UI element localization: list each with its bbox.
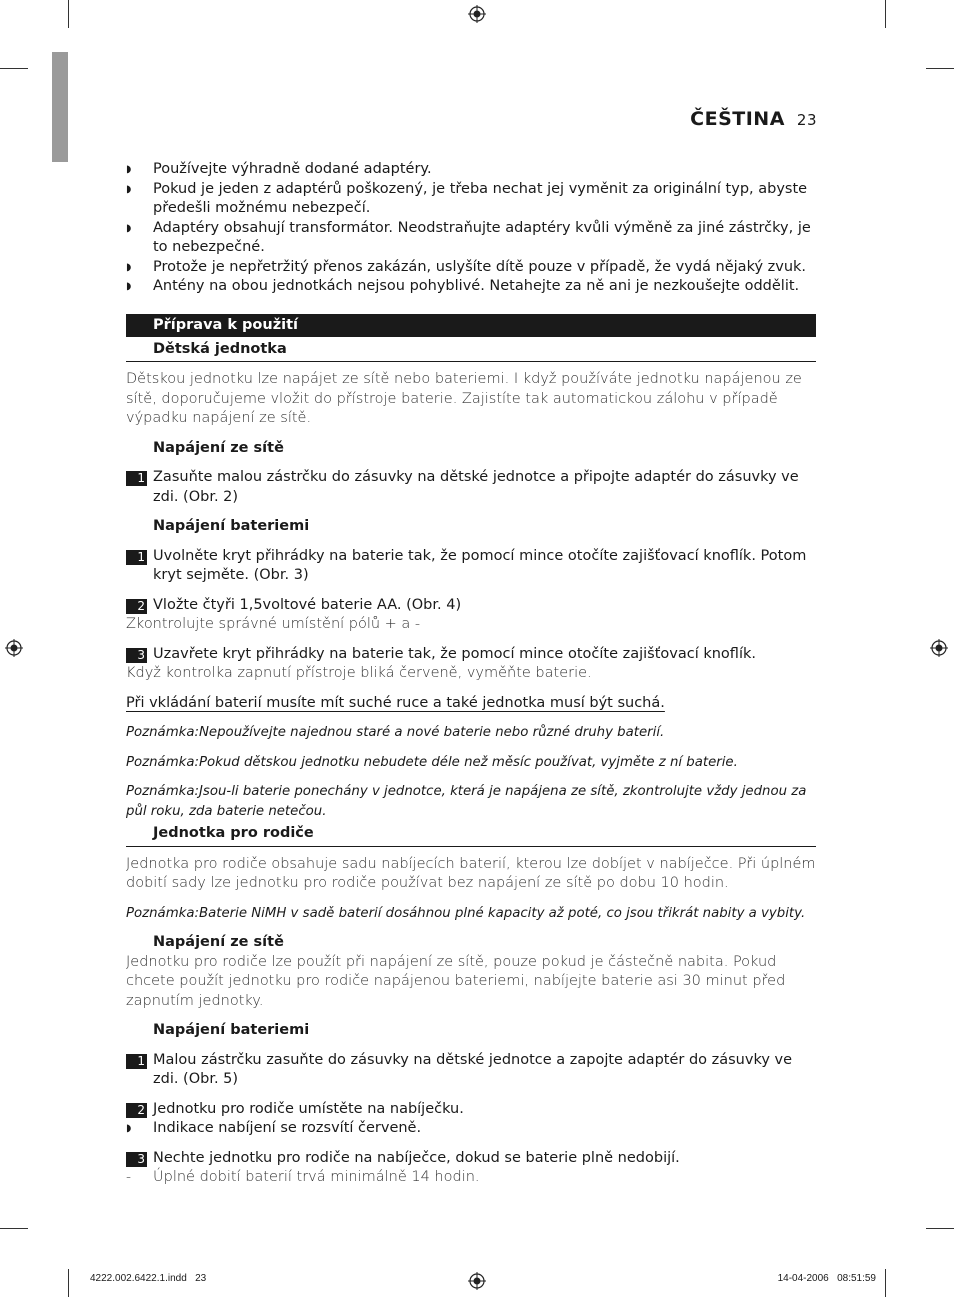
note-text: Poznámka:Pokud dětskou jednotku nebudete déle než měsíc používat, vyjměte z ní baterie. bbox=[126, 754, 738, 770]
page-content bbox=[126, 160, 816, 1188]
list-item: ◗ Pokud je jeden z adaptérů poškozený, je třeba nechat jej vyměnit za originální typ, abyste předešli možnému nebezpečí. bbox=[126, 180, 808, 216]
crop-mark bbox=[885, 0, 886, 28]
step-note: Když kontrolka zapnutí přístroje bliká červeně, vyměňte baterie. bbox=[126, 665, 592, 681]
step-number: 2 bbox=[126, 599, 147, 614]
note-text: Poznámka:Jsou-li baterie ponechány v jednotce, která je napájena ze sítě, zkontrolujte vždy jednou za půl roku, zda baterie netečou. bbox=[126, 784, 807, 819]
step-number: 1 bbox=[126, 471, 147, 486]
parent-mains-heading: Napájení ze sítě bbox=[153, 934, 284, 950]
crop-mark bbox=[0, 1228, 28, 1229]
parent-battery-heading: Napájení bateriemi bbox=[153, 1022, 310, 1038]
step-number: 1 bbox=[126, 550, 147, 565]
list-item: ◗ Antény na obou jednotkách nejsou pohyblivé. Netahejte za ně ani je nezkoušejte oddělit. bbox=[126, 277, 816, 297]
step-item: 3 Nechte jednotku pro rodiče na nabíječce, dokud se baterie plně nedobijí. bbox=[126, 1149, 816, 1169]
crop-mark bbox=[0, 68, 28, 69]
bullet-wedge-icon: ◗ bbox=[126, 1123, 132, 1134]
crop-mark bbox=[885, 1269, 886, 1297]
safety-bullets bbox=[126, 160, 816, 297]
bullet-wedge-icon: ◗ bbox=[126, 164, 132, 175]
bullet-wedge-icon: ◗ bbox=[126, 222, 132, 234]
registration-mark-icon bbox=[468, 1272, 486, 1290]
registration-mark-icon bbox=[5, 639, 23, 657]
section-bar: Příprava k použití bbox=[126, 314, 816, 337]
baby-unit-heading: Dětská jednotka bbox=[126, 340, 816, 363]
list-item: ◗ Protože je nepřetržitý přenos zakázán, uslyšíte dítě pouze v případě, že vydá nějaký zvuk. bbox=[126, 258, 816, 278]
step-item: 1 Malou zástrčku zasuňte do zásuvky na dětské jednotce a zapojte adaptér do zásuvky ve zdi. (Obr. 5) bbox=[126, 1051, 816, 1090]
step-item: 1 Uvolněte kryt přihrádky na baterie tak, že pomocí mince otočíte zajišťovací knoflík. Potom kryt sejměte. (Obr. 3) bbox=[126, 547, 816, 586]
step-item: 3 Uzavřete kryt přihrádky na baterie tak, že pomocí mince otočíte zajišťovací knoflík. bbox=[126, 645, 816, 665]
registration-mark-icon bbox=[468, 5, 486, 23]
list-item: ◗ Indikace nabíjení se rozsvítí červeně. bbox=[126, 1119, 816, 1139]
list-item: ◗ Používejte výhradně dodané adaptéry. bbox=[126, 160, 816, 180]
crop-mark bbox=[68, 0, 69, 28]
crop-mark bbox=[68, 1269, 69, 1297]
registration-mark-icon bbox=[930, 639, 948, 657]
baby-unit-intro: Dětskou jednotku lze napájet ze sítě nebo bateriemi. I když používáte jednotku napájenou ze sítě, doporučujeme vložit do přístroje baterie. Zajistíte tak automatickou zálohu v případě výpadku napájení ze sítě. bbox=[126, 371, 802, 426]
step-note: Zkontrolujte správné umístění pólů + a - bbox=[126, 616, 421, 632]
language-title: ČEŠTINA bbox=[690, 108, 785, 130]
note-text: Poznámka:Nepoužívejte najednou staré a nové baterie nebo různé druhy baterií. bbox=[126, 725, 665, 740]
baby-battery-heading: Napájení bateriemi bbox=[153, 518, 310, 534]
bullet-wedge-icon: ◗ bbox=[126, 281, 132, 292]
warning-text: Při vkládání baterií musíte mít suché ruce a také jednotka musí být suchá. bbox=[126, 694, 665, 711]
step-number: 3 bbox=[126, 648, 147, 663]
list-item: ◗ Adaptéry obsahují transformátor. Neodstraňujte adaptéry kvůli výměně za jiné zástrčky, je to nebezpečné. bbox=[126, 219, 811, 255]
step-item: 2 Vložte čtyři 1,5voltové baterie AA. (Obr. 4) bbox=[126, 596, 816, 616]
step-number: 3 bbox=[126, 1152, 147, 1167]
dash-item: - Úplné dobití baterií trvá minimálně 14 hodin. bbox=[126, 1168, 816, 1188]
footer-file: 4222.002.6422.1.indd 23 bbox=[90, 1273, 207, 1284]
step-item: 1 Zasuňte malou zástrčku do zásuvky na dětské jednotce a připojte adaptér do zásuvky ve zdi. (Obr. 2) bbox=[126, 468, 816, 507]
crop-mark bbox=[926, 1228, 954, 1229]
page-number: 23 bbox=[796, 111, 817, 129]
side-tab bbox=[52, 52, 68, 162]
parent-mains-text: Jednotku pro rodiče lze použít při napájení ze sítě, pouze pokud je částečně nabita. Pokud chcete použít jednotku pro rodiče napájenou bateriemi, nabíjejte baterie asi 30 minut před zapnutím jednotky. bbox=[126, 953, 786, 1009]
footer-timestamp: 14-04-2006 08:51:59 bbox=[777, 1273, 876, 1284]
crop-mark bbox=[926, 68, 954, 69]
parent-unit-heading: Jednotka pro rodiče bbox=[126, 824, 816, 847]
dash-icon: - bbox=[126, 1169, 132, 1185]
note-text: Poznámka:Baterie NiMH v sadě baterií dosáhnou plné kapacity až poté, co jsou třikrát nabity a vybity. bbox=[126, 905, 806, 921]
step-item: 2 Jednotku pro rodiče umístěte na nabíječku. bbox=[126, 1100, 816, 1120]
bullet-wedge-icon: ◗ bbox=[126, 183, 132, 195]
baby-mains-heading: Napájení ze sítě bbox=[153, 439, 284, 456]
step-number: 1 bbox=[126, 1054, 147, 1069]
bullet-wedge-icon: ◗ bbox=[126, 261, 132, 273]
step-number: 2 bbox=[126, 1103, 147, 1118]
parent-unit-intro: Jednotka pro rodiče obsahuje sadu nabíjecích baterií, kterou lze dobíjet v nabíječce. Při úplném dobití sady lze jednotku pro rodiče používat bez napájení ze sítě po dobu 10 hodin. bbox=[126, 855, 816, 891]
page-header bbox=[690, 108, 817, 130]
